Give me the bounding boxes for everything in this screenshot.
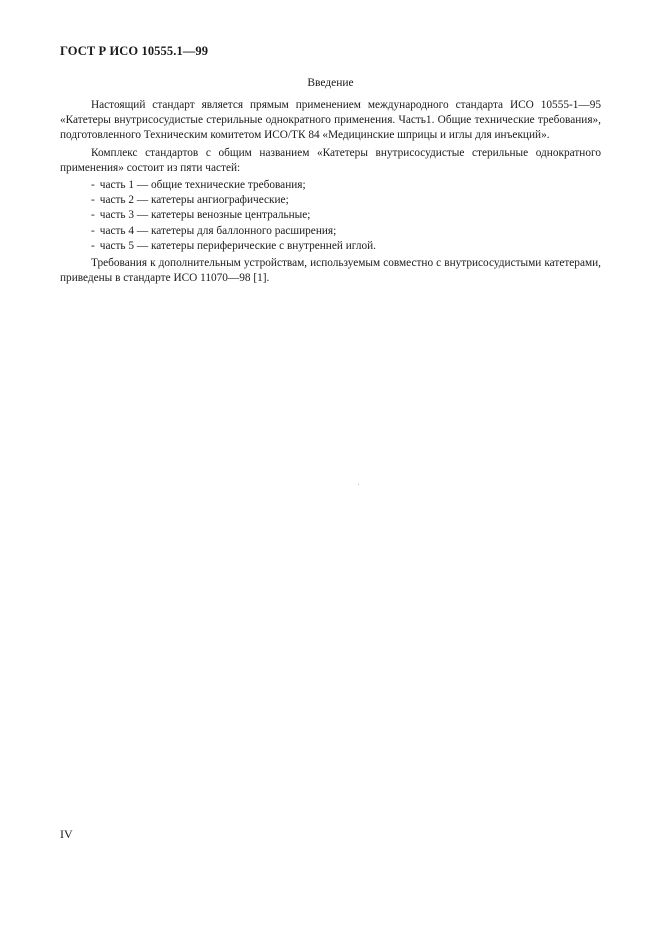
list-item-text: часть 4 — катетеры для баллонного расширения; xyxy=(99,224,337,237)
list-item xyxy=(60,193,601,208)
list-item-text: часть 5 — катетеры периферические с внутренней иглой. xyxy=(99,239,376,252)
list-marker: - xyxy=(91,194,95,207)
document-body xyxy=(60,98,601,286)
list-marker: - xyxy=(91,209,95,222)
list-item xyxy=(60,239,601,254)
list-item xyxy=(60,178,601,193)
list-marker: - xyxy=(91,224,95,237)
list-item-text: часть 2 — катетеры ангиографические; xyxy=(99,194,289,207)
list-item-text: часть 1 — общие технические требования; xyxy=(99,179,306,192)
scan-speck xyxy=(358,484,359,485)
section-title: Введение xyxy=(307,77,354,89)
page-number: IV xyxy=(60,827,73,841)
closing-paragraph: Требования к дополнительным устройствам, используемым совместно с внутрисосудистыми катетерами, приведены в стандарте ИСО 11070—98 [1]. xyxy=(60,257,601,285)
intro-paragraph: Настоящий стандарт является прямым применением международного стандарта ИСО 10555-1—95 «Катетеры внутрисосудистые стерильные однократного применения. Часть1. Общие технические требования», подготовленного Техническим комитетом ИСО/ТК 84 «Медицинские шприцы и иглы для инъекций». xyxy=(60,99,601,142)
list-marker: - xyxy=(91,179,95,192)
complex-paragraph: Комплекс стандартов с общим названием «Катетеры внутрисосудистые стерильные однократного применения» состоит из пяти частей: xyxy=(60,146,601,174)
list-item xyxy=(60,208,601,223)
parts-list xyxy=(60,178,601,254)
standard-code-header: ГОСТ Р ИСО 10555.1—99 xyxy=(60,44,209,58)
list-item xyxy=(60,224,601,239)
list-marker: - xyxy=(91,239,95,252)
list-item-text: часть 3 — катетеры венозные центральные; xyxy=(99,209,311,222)
